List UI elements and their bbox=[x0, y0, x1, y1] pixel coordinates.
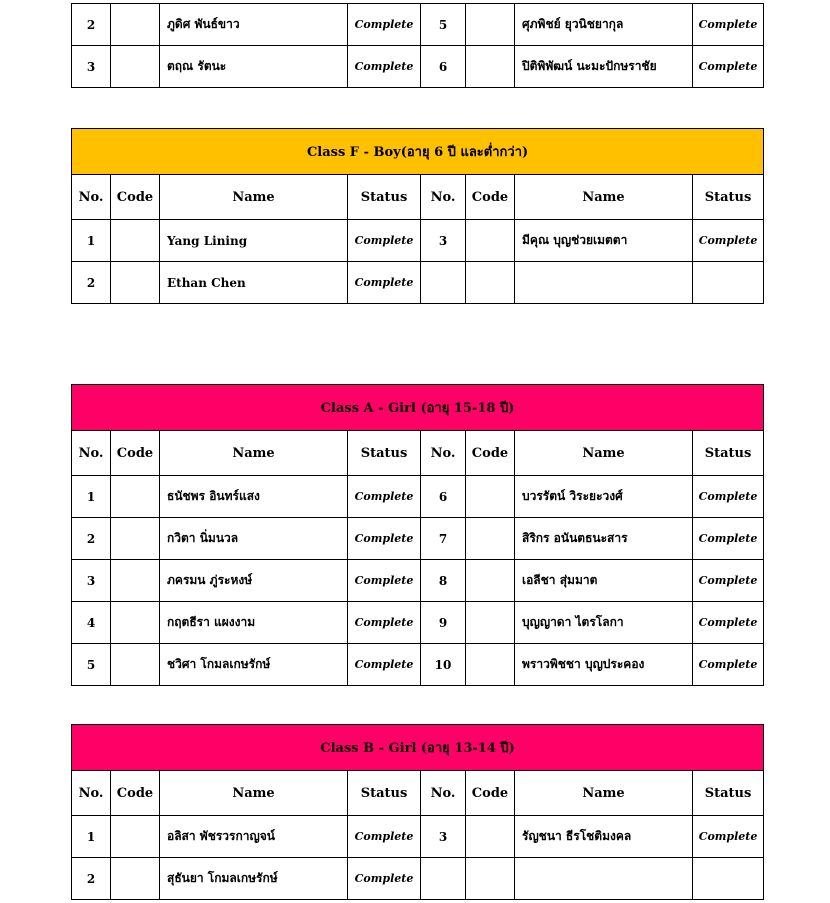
row-name: กวิตา นิ่มนวล bbox=[160, 518, 348, 560]
row-no: 2 bbox=[72, 4, 111, 46]
row-name: อลิสา พัชรวรกาญจน์ bbox=[160, 816, 348, 858]
row-no: 6 bbox=[421, 476, 466, 518]
row-name: ชวิศา โกมลเกษรักษ์ bbox=[160, 644, 348, 686]
header-status: Status bbox=[348, 431, 421, 476]
row-name bbox=[515, 262, 693, 304]
row-name: บวรรัตน์ วิระยะวงศ์ bbox=[515, 476, 693, 518]
row-status: Complete bbox=[348, 644, 421, 686]
header-code: Code bbox=[466, 431, 515, 476]
header-no: No. bbox=[421, 431, 466, 476]
row-code bbox=[466, 262, 515, 304]
row-code bbox=[466, 858, 515, 900]
row-no bbox=[421, 858, 466, 900]
row-no: 3 bbox=[72, 560, 111, 602]
table-title: Class F - Boy(อายุ 6 ปี และต่ำกว่า) bbox=[72, 129, 764, 175]
row-code bbox=[111, 4, 160, 46]
row-name: มีคุณ บุญช่วยเมตตา bbox=[515, 220, 693, 262]
header-no: No. bbox=[72, 431, 111, 476]
row-no: 2 bbox=[72, 858, 111, 900]
row-code bbox=[111, 602, 160, 644]
row-no: 9 bbox=[421, 602, 466, 644]
row-name: Yang Lining bbox=[160, 220, 348, 262]
row-status: Complete bbox=[348, 560, 421, 602]
row-code bbox=[111, 816, 160, 858]
row-no: 3 bbox=[421, 220, 466, 262]
row-no: 5 bbox=[421, 4, 466, 46]
row-name: เอลีชา สุ่มมาต bbox=[515, 560, 693, 602]
table-title: Class A - Girl (อายุ 15-18 ปี) bbox=[72, 385, 764, 431]
row-code bbox=[466, 220, 515, 262]
table-row bbox=[72, 4, 764, 46]
row-name: รัญชนา ธีรโชติมงคล bbox=[515, 816, 693, 858]
row-status: Complete bbox=[693, 602, 764, 644]
header-row bbox=[72, 771, 764, 816]
row-no: 4 bbox=[72, 602, 111, 644]
row-status: Complete bbox=[348, 4, 421, 46]
row-status bbox=[693, 262, 764, 304]
row-name: สิริกร อนันตธนะสาร bbox=[515, 518, 693, 560]
row-no: 6 bbox=[421, 46, 466, 88]
row-code bbox=[466, 602, 515, 644]
row-no: 8 bbox=[421, 560, 466, 602]
row-no: 1 bbox=[72, 476, 111, 518]
header-status: Status bbox=[348, 175, 421, 220]
table-row bbox=[72, 858, 764, 900]
header-status: Status bbox=[693, 771, 764, 816]
header-name: Name bbox=[160, 175, 348, 220]
header-no: No. bbox=[421, 175, 466, 220]
table-row bbox=[72, 476, 764, 518]
row-no bbox=[421, 262, 466, 304]
row-code bbox=[111, 858, 160, 900]
table-row bbox=[72, 46, 764, 88]
row-name: ปิติพิพัฒน์ นะมะปักษราชัย bbox=[515, 46, 693, 88]
row-code bbox=[466, 560, 515, 602]
row-status: Complete bbox=[693, 4, 764, 46]
row-status: Complete bbox=[693, 46, 764, 88]
row-no: 3 bbox=[421, 816, 466, 858]
row-no: 3 bbox=[72, 46, 111, 88]
row-no: 5 bbox=[72, 644, 111, 686]
row-name: สุธันยา โกมลเกษรักษ์ bbox=[160, 858, 348, 900]
table-title-row bbox=[72, 385, 764, 431]
row-name: ตฤณ รัตนะ bbox=[160, 46, 348, 88]
row-status: Complete bbox=[693, 476, 764, 518]
header-code: Code bbox=[466, 175, 515, 220]
row-code bbox=[111, 560, 160, 602]
header-code: Code bbox=[466, 771, 515, 816]
header-name: Name bbox=[515, 771, 693, 816]
row-no: 10 bbox=[421, 644, 466, 686]
row-no: 7 bbox=[421, 518, 466, 560]
row-status: Complete bbox=[348, 858, 421, 900]
header-row bbox=[72, 431, 764, 476]
table-title-row bbox=[72, 129, 764, 175]
row-no: 1 bbox=[72, 816, 111, 858]
header-name: Name bbox=[160, 771, 348, 816]
table-row bbox=[72, 518, 764, 560]
row-status: Complete bbox=[348, 220, 421, 262]
row-code bbox=[466, 4, 515, 46]
row-name: ภูดิศ พันธ์ขาว bbox=[160, 4, 348, 46]
row-code bbox=[111, 476, 160, 518]
row-code bbox=[111, 518, 160, 560]
row-status: Complete bbox=[348, 46, 421, 88]
row-status bbox=[693, 858, 764, 900]
row-name: ศุภพิชย์ ยุวนิชยากุล bbox=[515, 4, 693, 46]
header-status: Status bbox=[693, 175, 764, 220]
row-name bbox=[515, 858, 693, 900]
header-name: Name bbox=[160, 431, 348, 476]
table-row bbox=[72, 602, 764, 644]
table-row bbox=[72, 644, 764, 686]
table-title-row bbox=[72, 725, 764, 771]
row-status: Complete bbox=[348, 602, 421, 644]
row-name: Ethan Chen bbox=[160, 262, 348, 304]
header-row bbox=[72, 175, 764, 220]
header-status: Status bbox=[693, 431, 764, 476]
header-no: No. bbox=[72, 175, 111, 220]
row-code bbox=[111, 262, 160, 304]
row-code bbox=[111, 220, 160, 262]
row-status: Complete bbox=[348, 518, 421, 560]
row-name: พราวพิชชา บุญประคอง bbox=[515, 644, 693, 686]
row-status: Complete bbox=[693, 644, 764, 686]
row-name: ภครมน ภู่ระหงษ์ bbox=[160, 560, 348, 602]
table-row bbox=[72, 560, 764, 602]
header-status: Status bbox=[348, 771, 421, 816]
row-status: Complete bbox=[348, 816, 421, 858]
header-code: Code bbox=[111, 771, 160, 816]
table-row bbox=[72, 220, 764, 262]
class-a-girl-table bbox=[71, 384, 764, 686]
row-code bbox=[111, 46, 160, 88]
class-f-boy-table bbox=[71, 128, 764, 304]
row-name: ธนัชพร อินทร์แสง bbox=[160, 476, 348, 518]
row-no: 2 bbox=[72, 518, 111, 560]
row-code bbox=[466, 518, 515, 560]
row-status: Complete bbox=[348, 476, 421, 518]
header-name: Name bbox=[515, 175, 693, 220]
row-code bbox=[466, 644, 515, 686]
row-no: 2 bbox=[72, 262, 111, 304]
header-no: No. bbox=[72, 771, 111, 816]
row-code bbox=[466, 816, 515, 858]
header-code: Code bbox=[111, 431, 160, 476]
row-name: กฤตธีรา แผงงาม bbox=[160, 602, 348, 644]
row-status: Complete bbox=[348, 262, 421, 304]
row-code bbox=[466, 46, 515, 88]
header-name: Name bbox=[515, 431, 693, 476]
header-no: No. bbox=[421, 771, 466, 816]
row-status: Complete bbox=[693, 560, 764, 602]
row-status: Complete bbox=[693, 816, 764, 858]
header-code: Code bbox=[111, 175, 160, 220]
row-code bbox=[111, 644, 160, 686]
row-status: Complete bbox=[693, 518, 764, 560]
results-table-continued bbox=[71, 3, 764, 88]
table-row bbox=[72, 816, 764, 858]
table-title: Class B - Girl (อายุ 13-14 ปี) bbox=[72, 725, 764, 771]
row-code bbox=[466, 476, 515, 518]
row-no: 1 bbox=[72, 220, 111, 262]
table-row bbox=[72, 262, 764, 304]
row-status: Complete bbox=[693, 220, 764, 262]
class-b-girl-table bbox=[71, 724, 764, 900]
row-name: บุญญาดา ไตรโลกา bbox=[515, 602, 693, 644]
